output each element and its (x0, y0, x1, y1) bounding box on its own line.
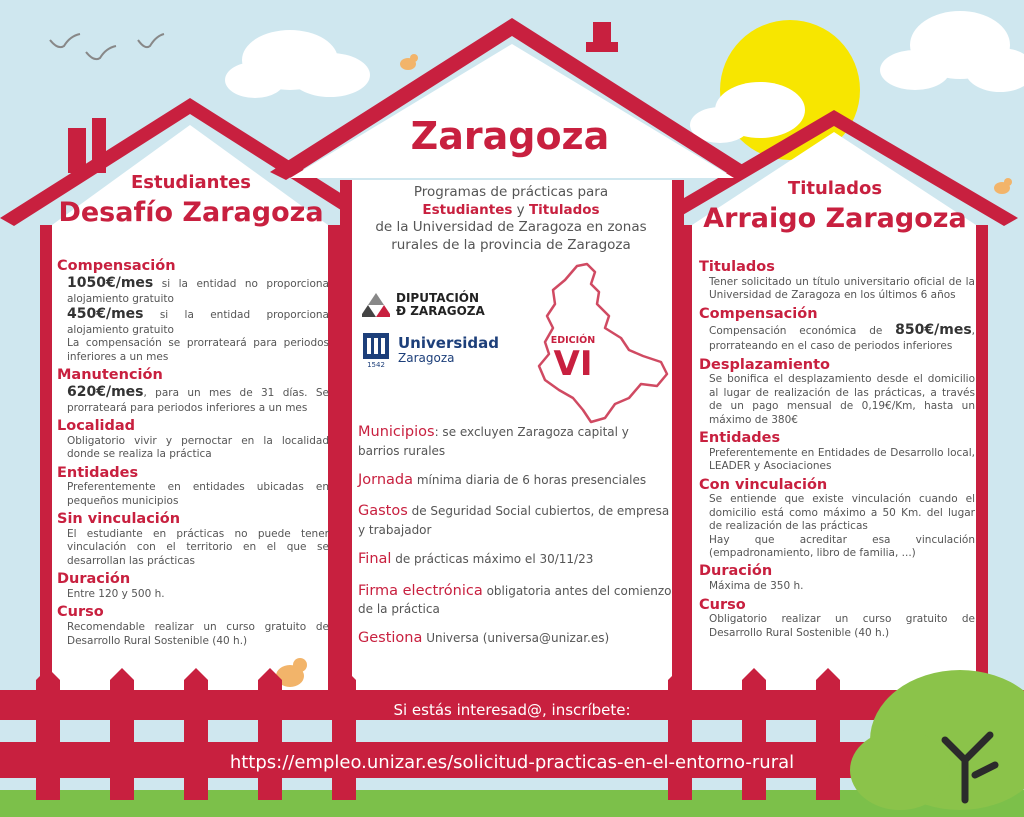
edition-number: VI (553, 344, 593, 384)
section-heading: Desplazamiento (699, 356, 830, 373)
sponsor-logos (362, 288, 507, 368)
section-heading: Duración (699, 563, 773, 580)
section-heading: Entidades (57, 464, 139, 481)
section-heading: Manutención (57, 367, 163, 384)
location-section: Localidad Obligatorio vivir y pernoctar en la localidad donde se realiza la práctica (57, 418, 329, 461)
bird-icon (400, 54, 418, 70)
compensation-section: Compensación Compensación económica de 850€/mes, prorrateando en el caso de periodos inferiores (699, 305, 975, 353)
graduates-program-title: Arraigo Zaragoza (703, 203, 967, 234)
students-details (57, 255, 329, 648)
section-heading: Curso (699, 596, 746, 613)
section-heading: Compensación (699, 305, 818, 322)
university-seal-icon (362, 332, 390, 368)
students-subtitle: Estudiantes (131, 172, 251, 193)
travel-section: Desplazamiento Se bonifica el desplazamiento desde el domicilio al lugar de realización de las prácticas, a través de un pago mensual de 0,19€/Km, hasta un máximo de 380€ (699, 356, 975, 426)
graduates-highlight: Titulados (528, 201, 600, 218)
edition-label: EDICIÓN (550, 335, 596, 346)
signature-item: Firma electrónica obligatoria antes del comienzo de la práctica (358, 582, 672, 617)
amount: 450€/mes (67, 306, 144, 323)
seal-year: 1542 (367, 361, 385, 368)
cloud-icon (880, 11, 1024, 92)
intro-text: Programas de prácticas para Estudiantes y Titulados de la Universidad de Zaragoza en zonas rurales de la provincia de Zaragoza (375, 184, 647, 253)
bird-icon (994, 178, 1012, 194)
course-section: Curso Recomendable realizar un curso gratuito de Desarrollo Rural Sostenible (40 h.) (57, 604, 329, 647)
entities-section: Entidades Preferentemente en Entidades de Desarrollo local, LEADER y Asociaciones (699, 429, 975, 473)
duration-section: Duración Máxima de 350 h. (699, 563, 975, 593)
section-heading: Localidad (57, 418, 136, 435)
compensation-section: Compensación 1050€/mes si la entidad no proporciona alojamiento gratuito 450€/mes si la entidad proporciona alojamiento gratuito La compensación se prorrateará para periodos inferiores a un mes (57, 258, 329, 363)
section-heading: Titulados (699, 259, 775, 275)
section-heading: Duración (57, 571, 131, 588)
no-link-section: Sin vinculación El estudiante en prácticas no puede tener vinculación con el territorio en el que se desarrollan las prácticas (57, 511, 329, 567)
section-heading: Compensación (57, 258, 176, 274)
section-heading: Entidades (699, 429, 781, 446)
graduates-details (699, 256, 975, 640)
expenses-item: Gastos de Seguridad Social cubiertos, de empresa y trabajador (358, 503, 670, 537)
link-section: Con vinculación Se entiende que existe vinculación cuando el domicilio está como máximo a 50 Km. del lugar de realización de las prácticas Hay que acreditar esa vinculación (empadronamiento, libro de familia, ...) (699, 476, 975, 559)
diputacion-triangles-icon (362, 291, 390, 319)
municipalities-item: Municipios: se excluyen Zaragoza capital y barrios rurales (358, 424, 629, 458)
diputacion-logo: DIPUTACIÓN Ð ZARAGOZA (362, 288, 507, 322)
flying-birds-icon (50, 34, 164, 59)
cloud-icon (225, 30, 370, 98)
amount: 850€/mes (895, 322, 972, 339)
signup-prompt: Si estás interesad@, inscríbete: (393, 701, 631, 719)
entities-section: Entidades Preferentemente en entidades ubicadas en pequeños municipios (57, 464, 329, 507)
page-title: Zaragoza (410, 114, 610, 158)
universidad-logo: 1542 Universidad Zaragoza (362, 332, 507, 368)
managed-by-item: Gestiona Universa (universa@unizar.es) (358, 630, 610, 647)
section-heading: Curso (57, 604, 104, 621)
students-highlight: Estudiantes (422, 201, 513, 218)
program-details (358, 423, 672, 661)
schedule-item: Jornada mínima diaria de 6 horas presenciales (358, 471, 647, 488)
signup-link[interactable]: https://empleo.unizar.es/solicitud-practicas-en-el-entorno-rural (229, 752, 795, 773)
graduates-section: Titulados Tener solicitado un título universitario oficial de la Universidad de Zaragoza en los últimos 6 años (699, 259, 975, 302)
duration-section: Duración Entre 120 y 500 h. (57, 571, 329, 601)
meals-section: Manutención 620€/mes, para un mes de 31 días. Se prorrateará para periodos inferiores a un mes (57, 367, 329, 414)
graduates-subtitle: Titulados (787, 178, 883, 199)
section-heading: Con vinculación (699, 476, 828, 493)
end-date-item: Final de prácticas máximo el 30/11/23 (358, 551, 594, 568)
course-section: Curso Obligatorio realizar un curso gratuito de Desarrollo Rural Sostenible (40 h.) (699, 596, 975, 639)
amount: 620€/mes (67, 383, 144, 400)
section-heading: Sin vinculación (57, 511, 181, 528)
students-program-title: Desafío Zaragoza (58, 197, 324, 228)
graduates-panel-header (690, 178, 980, 234)
students-panel-header (48, 172, 334, 228)
amount: 1050€/mes (67, 274, 154, 291)
